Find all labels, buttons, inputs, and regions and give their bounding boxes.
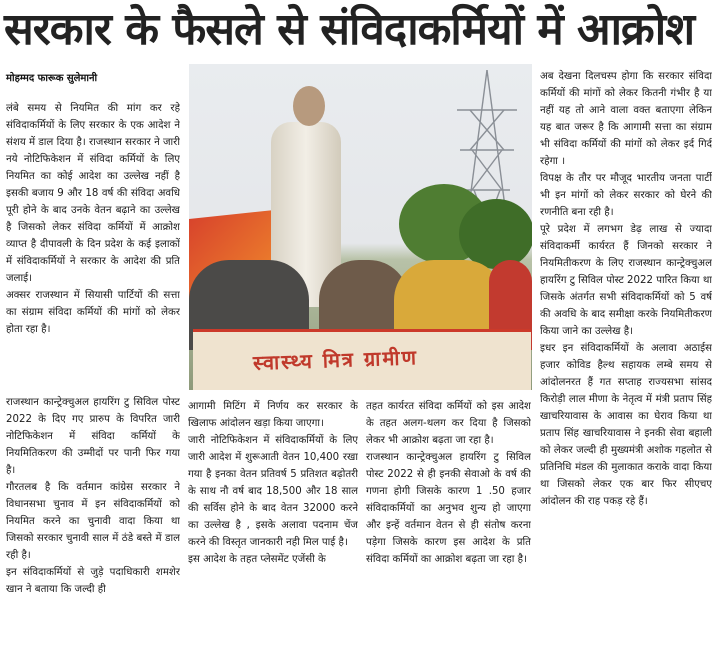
article-column-4 — [540, 68, 712, 644]
paragraph: विपक्ष के तौर पर मौजूद भारतीय जनता पार्टी भी इन मांगों को लेकर सरकार को घेरने की रणनीति बना रही है। — [540, 173, 712, 218]
article-column-3 — [366, 398, 531, 646]
paragraph: गौरतलब है कि वर्तमान कांग्रेस सरकार ने विधानसभा चुनाव में इन संविदाकर्मियों को नियमित करने का चुनावी वादा किया था जिसको सरकार चुनावी साल में ठंडे बस्ते में डाल रही है। — [6, 482, 180, 561]
protest-photo — [189, 64, 532, 390]
banner-text: स्वास्थ्य मित्र ग्रामीण — [252, 345, 419, 375]
paragraph: अक्सर राजस्थान में सियासी पार्टियों की सत्ता का संग्राम संविदा कर्मियों की मांगों को लेकर होता रहा है। — [6, 290, 180, 335]
paragraph: राजस्थान कान्ट्रेक्चुअल हायरिंग टु सिविल पोस्ट 2022 से ही इनकी सेवाओ के वर्ष की गणना होगी जिसके कारण 1 .50 हजार संविदाकर्मियों का अनुभव शुन्य हो जाएगा और इन्हें वर्तमान वेतन से ही संतोष करना पड़ेगा जिसके कारण इस आदेश के प्रति संविदा कर्मियों का आक्रोश बढ़ता जा रहा है। — [366, 452, 531, 565]
paragraph: इस आदेश के तहत प्लेसमेंट एजेंसी के — [188, 554, 326, 565]
paragraph: इन संविदाकर्मियों से जुड़े पदाधिकारी शमशेर खान ने बताया कि जल्दी ही — [6, 567, 180, 595]
byline: मोहम्मद फारूक सुलेमानी — [6, 73, 98, 84]
paragraph: राजस्थान कान्ट्रेक्चुअल हायरिंग टु सिविल पोस्ट 2022 के दिए गए प्रारुप के विपरित जारी नोटिफिकेशन में संविदा कर्मियों के नियमितिकरण की उम्मीदों पर पानी फिर गया है। — [6, 397, 180, 476]
article-column-2 — [188, 398, 358, 646]
article-column-1 — [6, 100, 180, 390]
paragraph: तहत कार्यरत संविदा कर्मियों को इस आदेश के तहत अलग-थलग कर दिया है जिसको लेकर भी आक्रोश बढ़ता जा रहा है। — [366, 401, 531, 446]
paragraph: आगामी मिटिंग में निर्णय कर सरकार के खिलाफ आंदोलन खड़ा किया जाएगा। — [188, 401, 358, 429]
gandhi-head — [293, 86, 325, 126]
paragraph: पूरे प्रदेश में लगभग डेढ़ लाख से ज्यादा संविदाकर्मी कार्यरत हैं जिनको सरकार ने नियमितीकरण के लिए राजस्थान कान्ट्रेक्चुअल हायरिंग टु सिविल पोस्ट 2022 पारित किया था जिसके अंतर्गत सभी संविदाकर्मियों को 5 वर्ष की अवधि के बाद समीक्षा करके नियमितीकरण किया जाने का उल्लेख है। — [540, 224, 712, 337]
tree — [459, 199, 532, 269]
paragraph: लंबे समय से नियमित की मांग कर रहे संविदाकर्मियों के लिए सरकार के एक आदेश ने संशय में डाल दिया है। राजस्थान सरकार ने जारी नये नोटिफिकेशन में संविदा कर्मियों के लिए नियमित का कोई आदेश का उल्लेख नहीं है इसकी बजाय 9 और 18 वर्ष की संविदा अवधि पूरी होने के बाद उनके वेतन बढ़ाने का उल्लेख है जिसको लेकर संविदा कर्मियों में आक्रोश व्याप्त है दीपावली के दिन प्रदेश के कई इलाकों में संविदाकर्मियों ने सरकार के आदेश की प्रति जलाई। — [6, 103, 180, 284]
paragraph: अब देखना दिलचस्प होगा कि सरकार संविदा कर्मियों की मांगों को लेकर कितनी गंभीर है या नहीं यह तो आने वाला वक्त बताएगा लेकिन यह बात जरूर है कि आगामी सत्ता का संग्राम भी संविदा कर्मियों की मांगों को लेकर इर्द गिर्द रहेगा । — [540, 71, 712, 167]
protest-banner — [193, 329, 531, 390]
paragraph: इधर इन संविदाकर्मियों के अलावा अठाईस हजार कोविड हैल्थ सहायक लम्बे समय से आंदोलनरत हैं गत सप्ताह राज्यसभा सांसद किरोड़ी लाल मीणा के नेतृत्व में मंत्री प्रताप सिंह खाचरियावास के आवास का घेराव किया था प्रताप सिंह खाचरियावास ने इनकी सेवा बहाली को लेकर जल्दी ही मुख्यमंत्री अशोक गहलोत से प्रतिनिधि मंडल की मुलाकात कराके वादा किया था जिसको लेकर एक बार फिर सीएचए आंदोलन की राह पकड़ रहे हैं। — [540, 343, 712, 507]
headline: सरकार के फैसले से संविदाकर्मियों में आक्रोश — [4, 4, 695, 55]
paragraph: जारी नोटिफिकेशन में संविदाकर्मियों के लिए जारी आदेश में शुरूआती वेतन 10,400 रखा गया है इनका वेतन प्रतिवर्ष 5 प्रतिशत बढ़ोतरी के साथ नौ वर्ष बाद 18,500 और 18 साल की सर्विस होने के बाद वेतन 32000 करने का उल्लेख है , इसके अलावा पदनाम चेंज करने की विस्तृत जानकारी नही मिल पाई है। — [188, 435, 358, 548]
article-column-1-lower — [6, 394, 180, 644]
